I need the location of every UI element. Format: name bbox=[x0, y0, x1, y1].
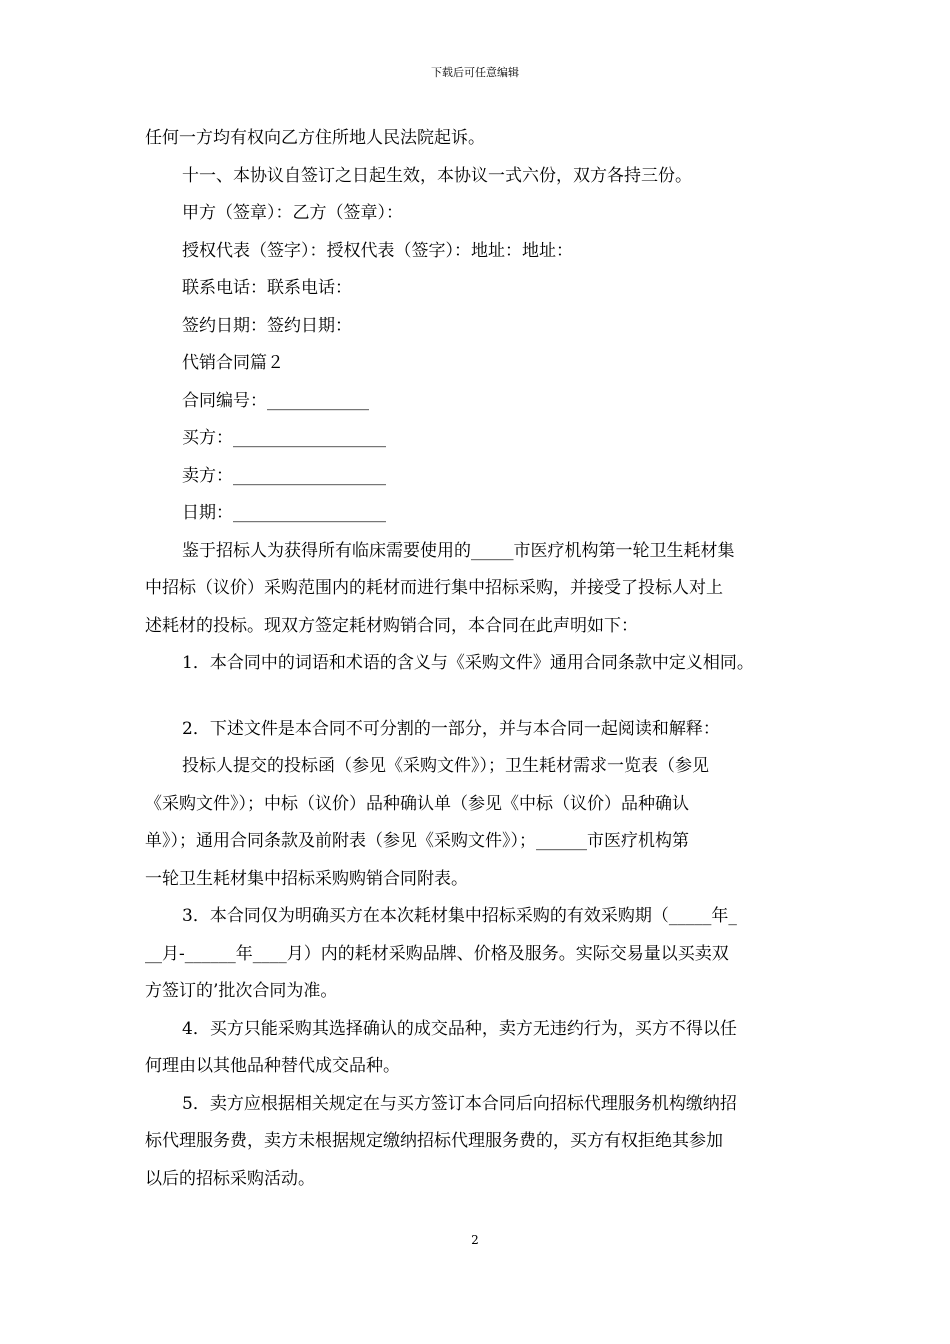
text-line: 投标人提交的投标函（参见《采购文件》）；卫生耗材需求一览表（参见 bbox=[182, 756, 709, 776]
clause-4: 4．买方只能采购其选择确认的成交品种，卖方无违约行为，买方不得以任 bbox=[182, 1018, 737, 1039]
seller-field: 卖方：__________________ bbox=[182, 465, 386, 486]
clause-3: 3．本合同仅为明确买方在本次耗材集中招标采购的有效采购期（_____年_ bbox=[182, 906, 737, 926]
clause-1: 1．本合同中的词语和术语的含义与《采购文件》通用合同条款中定义相同。 bbox=[182, 653, 754, 673]
text-line: 任何一方均有权向乙方住所地人民法院起诉。 bbox=[145, 128, 485, 148]
text-line: 以后的招标采购活动。 bbox=[145, 1168, 315, 1189]
text-line: 鉴于招标人为获得所有临床需要使用的_____市医疗机构第一轮卫生耗材集 bbox=[182, 540, 735, 561]
text-line: 单》）；通用合同条款及前附表（参见《采购文件》）；______市医疗机构第 bbox=[145, 831, 689, 851]
document-body bbox=[145, 120, 805, 1198]
contact-line: 联系电话：联系电话： bbox=[182, 278, 352, 298]
text-line: 标代理服务费，卖方未根据规定缴纳招标代理服务费的，买方有权拒绝其参加 bbox=[145, 1131, 723, 1151]
date-field: 日期：__________________ bbox=[182, 503, 386, 523]
text-line: 《采购文件》）；中标（议价）品种确认单（参见《中标（议价）品种确认 bbox=[145, 793, 689, 814]
signature-line: 甲方（签章）：乙方（签章）： bbox=[182, 203, 403, 223]
date-line: 签约日期：签约日期： bbox=[182, 315, 352, 336]
contract-number-field: 合同编号：____________ bbox=[182, 390, 369, 411]
paragraph-gap bbox=[145, 683, 805, 711]
section-title: 代销合同篇２ bbox=[182, 353, 284, 373]
text-line: 一轮卫生耗材集中招标采购购销合同附表。 bbox=[145, 868, 468, 889]
page-number: 2 bbox=[471, 1233, 479, 1247]
signature-line: 授权代表（签字）：授权代表（签字）：地址：地址： bbox=[182, 240, 573, 261]
page-header: 下载后可任意编辑 bbox=[431, 66, 519, 79]
text-line: __月-______年____月）内的耗材采购品牌、价格及服务。实际交易量以买卖双 bbox=[145, 943, 729, 964]
clause-5: 5．卖方应根据相关规定在与买方签订本合同后向招标代理服务机构缴纳招 bbox=[182, 1093, 737, 1114]
buyer-field: 买方：__________________ bbox=[182, 428, 386, 448]
text-line: 述耗材的投标。现双方签定耗材购销合同，本合同在此声明如下： bbox=[145, 615, 638, 636]
text-line: 十一、本协议自签订之日起生效，本协议一式六份，双方各持三份。 bbox=[182, 165, 692, 186]
text-line: 方签订的’批次合同为准。 bbox=[145, 981, 338, 1001]
text-line: 中招标（议价）采购范围内的耗材而进行集中招标采购，并接受了投标人对上 bbox=[145, 578, 723, 598]
clause-2: 2．下述文件是本合同不可分割的一部分，并与本合同一起阅读和解释： bbox=[182, 718, 720, 739]
text-line: 何理由以其他品种替代成交品种。 bbox=[145, 1056, 400, 1076]
